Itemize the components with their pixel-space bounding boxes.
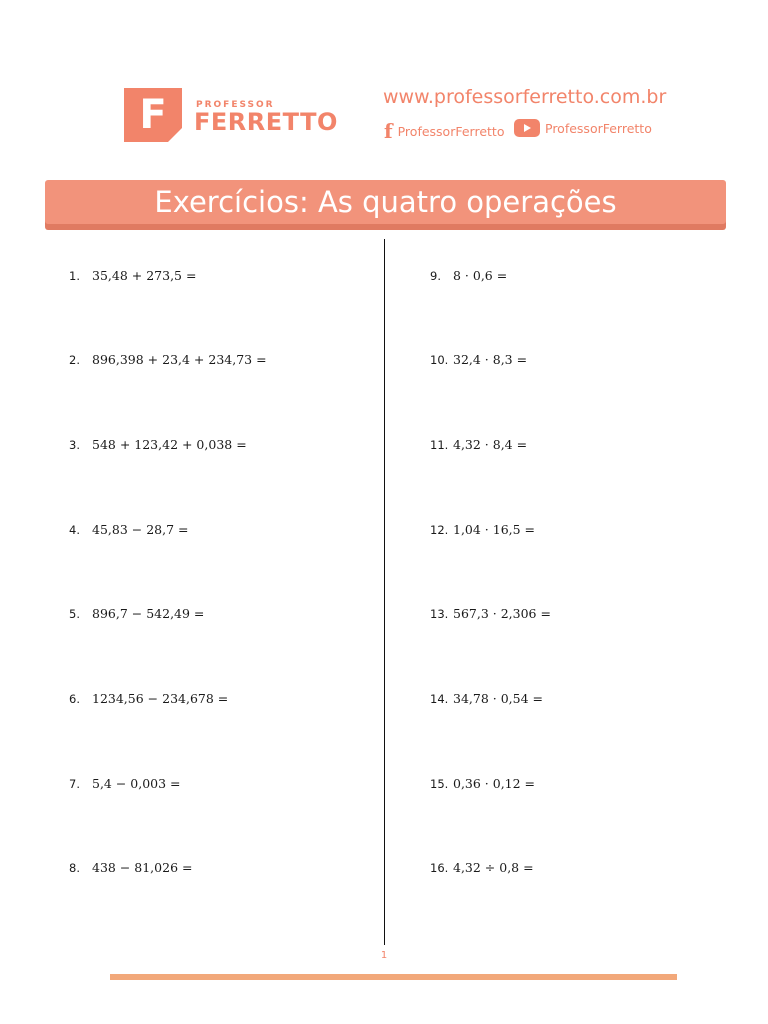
exercise-item [430,691,543,706]
exercise-item [69,860,192,875]
exercise-expression: 45,83 − 28,7 = [92,522,189,537]
exercise-number: 10. [430,353,449,367]
exercise-item [69,522,188,537]
brand-subtitle: PROFESSOR [196,100,275,110]
brand-logo-icon [124,88,182,142]
exercise-expression: 1,04 · 16,5 = [453,522,536,537]
exercise-item [69,691,228,706]
logo-letter: F [139,92,167,138]
exercise-item [430,268,507,283]
exercise-number: 9. [430,269,441,283]
brand-name: FERRETTO [194,108,338,136]
youtube-link[interactable] [514,119,652,137]
exercise-number: 1. [69,269,80,283]
exercise-item [69,776,181,791]
exercise-expression: 35,48 + 273,5 = [92,268,197,283]
exercise-item [430,860,534,875]
exercise-expression: 4,32 ÷ 0,8 = [453,860,534,875]
exercise-expression: 896,398 + 23,4 + 234,73 = [92,352,267,367]
exercise-number: 5. [69,607,80,621]
exercise-number: 16. [430,861,449,875]
exercise-expression: 8 · 0,6 = [453,268,508,283]
exercise-number: 12. [430,523,449,537]
exercise-number: 14. [430,692,449,706]
exercise-item [430,352,527,367]
title-banner [45,180,726,228]
exercise-item [69,352,267,367]
exercise-number: 3. [69,438,80,452]
exercise-expression: 4,32 · 8,4 = [453,437,528,452]
exercise-expression: 34,78 · 0,54 = [453,691,543,706]
exercise-number: 2. [69,353,80,367]
exercise-expression: 0,36 · 0,12 = [453,776,536,791]
exercise-item [69,606,204,621]
exercise-expression: 1234,56 − 234,678 = [92,691,229,706]
exercise-expression: 438 − 81,026 = [92,860,193,875]
page-header [0,0,768,170]
youtube-icon [514,119,540,137]
exercise-number: 6. [69,692,80,706]
exercise-expression: 567,3 · 2,306 = [453,606,551,621]
page-number: 1 [380,950,388,961]
footer-bar [110,974,677,980]
exercise-expression: 896,7 − 542,49 = [92,606,205,621]
exercise-item [430,522,535,537]
exercise-number: 13. [430,607,449,621]
facebook-handle: ProfessorFerretto [397,123,505,139]
exercise-expression: 32,4 · 8,3 = [453,352,528,367]
exercise-expression: 548 + 123,42 + 0,038 = [92,437,247,452]
website-link[interactable]: www.professorferretto.com.br [383,86,667,108]
exercise-item [430,437,527,452]
youtube-handle: ProfessorFerretto [545,120,652,136]
exercise-number: 7. [69,777,80,791]
exercise-item [69,437,247,452]
page-title: Exercícios: As quatro operações [154,185,617,219]
exercise-number: 8. [69,861,80,875]
exercise-item [69,268,196,283]
exercise-number: 11. [430,438,449,452]
facebook-icon: f [384,119,393,143]
exercise-item [430,606,551,621]
exercise-item [430,776,535,791]
exercise-expression: 5,4 − 0,003 = [92,776,181,791]
exercise-number: 4. [69,523,80,537]
exercise-number: 15. [430,777,449,791]
column-divider [384,239,385,945]
facebook-link[interactable] [384,119,504,143]
